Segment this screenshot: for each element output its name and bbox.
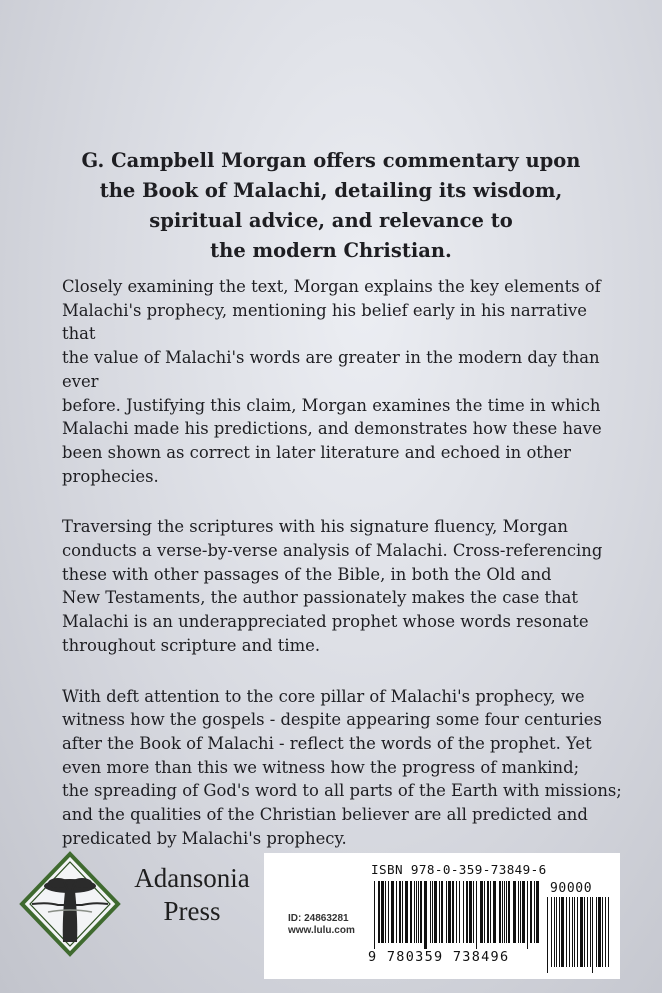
barcode-bar [414, 881, 415, 943]
barcode-bar [484, 881, 485, 943]
barcode-bar [572, 897, 573, 967]
barcode-bar [430, 881, 431, 943]
isbn-barcode [374, 881, 540, 949]
barcode-bar [487, 881, 489, 943]
barcode-bar [506, 881, 507, 943]
barcode-bar [598, 897, 601, 967]
barcode-bar [420, 881, 422, 943]
isbn-digits: 9 780359 738496 [368, 949, 510, 965]
barcode-bar [391, 881, 394, 943]
barcode-bar [608, 897, 609, 967]
barcode-bar [566, 897, 567, 967]
barcode-bar [493, 881, 496, 943]
barcode-bar [561, 897, 564, 967]
barcode-bar [577, 897, 578, 967]
barcode-bar [459, 881, 460, 943]
paragraph-1: Closely examining the text, Morgan explains the key elements of Malachi's prophecy, mentioning his belief early in his narrative that the value of Malachi's words are greater in the modern day than ever before. Justifying this claim, Morgan examines the time in which Malachi made his predictions, and demonstrates how these have been shown as correct in later literature and echoed in other prophecies. [62, 277, 602, 486]
barcode-bar [399, 881, 401, 943]
barcode-bar [441, 881, 443, 943]
barcode-bar [530, 881, 532, 943]
barcode-bar [527, 881, 528, 949]
barcode-bar [385, 881, 386, 943]
barcode-bar [480, 881, 483, 943]
barcode-bar [473, 881, 474, 943]
barcode-bar [388, 881, 389, 943]
barcode-bar [476, 881, 477, 949]
barcode-bar [502, 881, 503, 943]
barcode-bar [439, 881, 440, 943]
barcode-bar [518, 881, 519, 943]
barcode-bar [402, 881, 403, 943]
barcode-bar [556, 897, 557, 967]
barcode-bar [508, 881, 510, 943]
barcode-bar [490, 881, 491, 943]
barcode-bar [446, 881, 447, 943]
barcode-bar [534, 881, 535, 943]
description [62, 275, 622, 877]
publisher-name-line2: Press [163, 896, 221, 926]
barcode-bar [463, 881, 464, 943]
barcode-bar [574, 897, 575, 967]
barcode-bar [584, 897, 585, 967]
barcode-bar [580, 897, 583, 967]
barcode-bar [504, 881, 505, 943]
barcode-bar [405, 881, 408, 943]
paragraph-2: Traversing the scriptures with his signature fluency, Morgan conducts a verse-by-verse analysis of Malachi. Cross-referencing these with other passages of the Bible, in both the Old and New Testaments, the author passionately makes the case that Malachi is an underappreciated prophet whose words resonate throughout scripture and time. [62, 517, 603, 655]
barcode-bar [522, 881, 525, 943]
barcode-bar [418, 881, 419, 943]
publisher-name-line1: Adansonia [134, 863, 250, 893]
barcode-bar [605, 897, 606, 967]
barcode-bar [378, 881, 380, 943]
barcode-bar [559, 897, 560, 967]
barcode-bar [469, 881, 472, 943]
barcode-bar [424, 881, 427, 949]
barcode-bar [456, 881, 457, 943]
barcode-bar [596, 897, 597, 967]
barcode-bar [410, 881, 412, 943]
barcode-bar [551, 897, 552, 967]
lulu-url: www.lulu.com [288, 925, 355, 936]
baobab-tree-icon [18, 850, 122, 962]
barcode-bar [590, 897, 591, 967]
barcode-bar [452, 881, 454, 943]
barcode-bar [396, 881, 397, 943]
publisher-logo [16, 850, 266, 970]
barcode-bar [374, 881, 375, 949]
barcode-bar [434, 881, 437, 943]
publisher-name [122, 862, 262, 928]
barcode-bar [466, 881, 468, 943]
barcode-panel [264, 853, 620, 979]
isbn-label: ISBN 978-0-359-73849-6 [371, 862, 547, 877]
barcode-bar [416, 881, 417, 943]
barcode-bar [513, 881, 516, 943]
barcode-bar [554, 897, 555, 967]
price-code: 90000 [550, 881, 593, 896]
barcode-bar [569, 897, 570, 967]
barcode-bar [520, 881, 521, 943]
barcode-bar [587, 897, 588, 967]
price-barcode [547, 897, 611, 973]
tagline: G. Campbell Morgan offers commentary upon the Book of Malachi, detailing its wisdom, spiritual advice, and relevance to the modern Christian. [81, 149, 581, 262]
barcode-bar [432, 881, 433, 943]
barcode-bar [602, 897, 603, 967]
barcode-bar [592, 897, 593, 973]
barcode-bar [381, 881, 384, 943]
lulu-id: ID: 24863281 [288, 913, 349, 924]
barcode-bar [499, 881, 501, 943]
paragraph-3: With deft attention to the core pillar of Malachi's prophecy, we witness how the gospels - despite appearing some four centuries after the Book of Malachi - reflect the words of the prophet. Yet even more than this we witness how the progress of mankind; the spreading of God's word to all parts of the Earth with missions; and the qualities of the Christian believer are all predicted and predicated by Malachi's prophecy. [62, 686, 622, 848]
barcode-bar [448, 881, 451, 943]
barcode-bar [536, 881, 539, 943]
barcode-bar [547, 897, 548, 973]
